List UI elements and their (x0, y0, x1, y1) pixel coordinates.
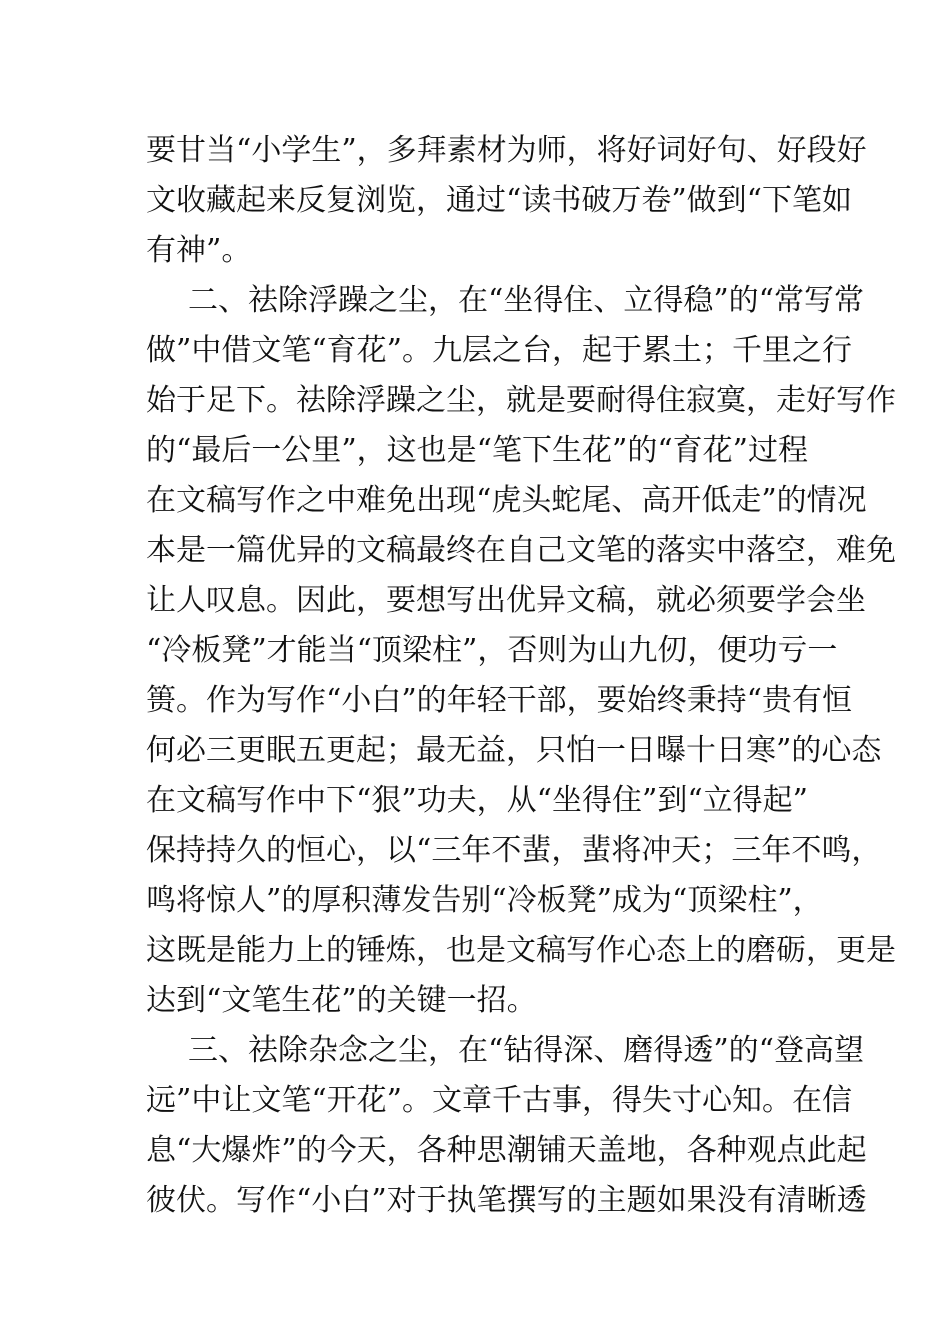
text-line: 文收藏起来反复浏览，通过“读书破万卷”做到“下笔如 (146, 183, 853, 218)
text-line: 本是一篇优异的文稿最终在自己文笔的落实中落空，难免 (146, 533, 896, 568)
text-line: 篑。作为写作“小白”的年轻干部，要始终秉持“贵有恒 (146, 683, 853, 718)
text-line: “冷板凳”才能当“顶梁柱”，否则为山九仞，便功亏一 (146, 633, 838, 668)
text-line: 在文稿写作中下“狠”功夫，从“坐得住”到“立得起” (146, 783, 809, 818)
text-line: 远”中让文笔“开花”。文章千古事，得失寸心知。在信 (146, 1083, 853, 1118)
text-line: 二、祛除浮躁之尘，在“坐得住、立得稳”的“常写常 (188, 283, 865, 318)
text-line: 有神”。 (146, 233, 252, 268)
text-line: 的“最后一公里”，这也是“笔下生花”的“育花”过程 (146, 433, 809, 468)
text-line: 这既是能力上的锤炼，也是文稿写作心态上的磨砺，更是 (146, 933, 896, 968)
text-line: 做”中借文笔“育花”。九层之台，起于累土；千里之行 (146, 333, 853, 368)
text-line: 要甘当“小学生”，多拜素材为师，将好词好句、好段好 (146, 133, 867, 168)
text-line: 息“大爆炸”的今天，各种思潮铺天盖地，各种观点此起 (146, 1133, 867, 1168)
text-line: 三、祛除杂念之尘，在“钻得深、磨得透”的“登高望 (188, 1033, 865, 1068)
text-line: 鸣将惊人”的厚积薄发告别“冷板凳”成为“顶梁柱”， (146, 883, 823, 918)
text-line: 保持持久的恒心，以“三年不蜚，蜚将冲天；三年不鸣， (146, 833, 882, 868)
text-line: 在文稿写作之中难免出现“虎头蛇尾、高开低走”的情况 (146, 483, 867, 518)
text-line: 让人叹息。因此，要想写出优异文稿，就必须要学会坐 (146, 583, 866, 618)
text-line: 始于足下。祛除浮躁之尘，就是要耐得住寂寞，走好写作 (146, 383, 896, 418)
text-line: 何必三更眠五更起；最无益，只怕一日曝十日寒”的心态 (146, 733, 882, 768)
text-line: 彼伏。写作“小白”对于执笔撰写的主题如果没有清晰透 (146, 1183, 867, 1218)
text-line: 达到“文笔生花”的关键一招。 (146, 983, 537, 1018)
